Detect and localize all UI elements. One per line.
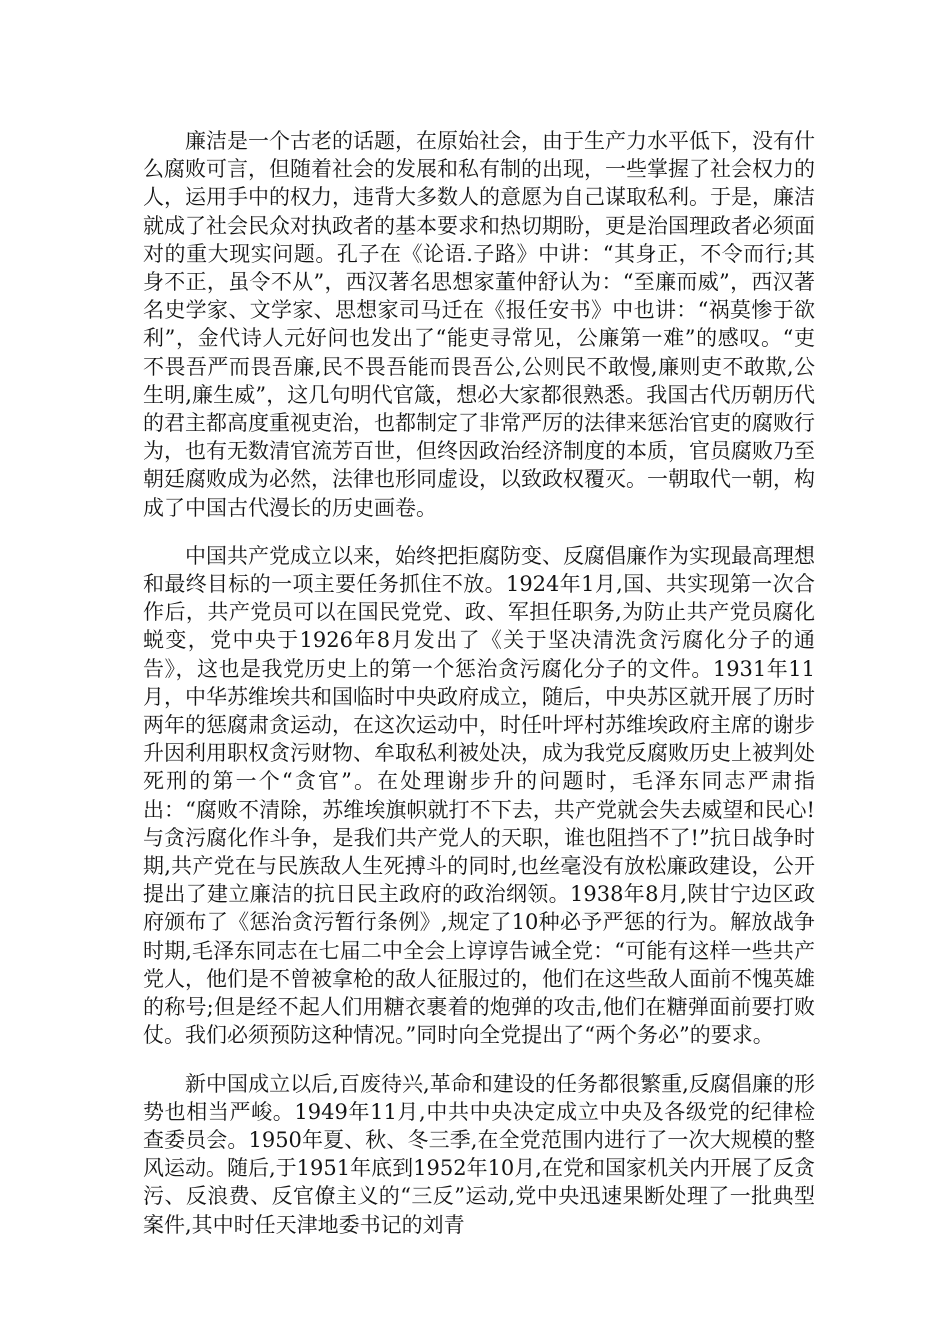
paragraph-new-china: 新中国成立以后,百废待兴,革命和建设的任务都很繁重,反腐倡廉的形势也相当严峻。1949年11月,中共中央决定成立中央及各级党的纪律检查委员会。1950年夏、秋、冬三季,在全党范围内进行了一次大规模的整风运动。随后,于1951年底到1952年10月,在党和国家机关内开展了反贪污、反浪费、反官僚主义的“三反”运动,党中央迅速果断处理了一批典型案件,其中时任天津地委书记的刘青 (143, 1071, 815, 1237)
paragraph-ancient-integrity: 廉洁是一个古老的话题，在原始社会，由于生产力水平低下，没有什么腐败可言，但随着社会的发展和私有制的出现，一些掌握了社会权力的人，运用手中的权力，违背大多数人的意愿为自己谋取私利。于是，廉洁就成了社会民众对执政者的基本要求和热切期盼，更是治国理政者必须面对的重大现实问题。孔子在《论语.子路》中讲：“其身正，不令而行;其身不正，虽令不从”，西汉著名思想家董仲舒认为：“至廉而威”，西汉著名史学家、文学家、思想家司马迁在《报任安书》中也讲：“祸莫惨于欲利”，金代诗人元好问也发出了“能吏寻常见，公廉第一难”的感叹。“吏不畏吾严而畏吾廉,民不畏吾能而畏吾公,公则民不敢慢,廉则吏不敢欺,公生明,廉生威”，这几句明代官箴，想必大家都很熟悉。我国古代历朝历代的君主都高度重视吏治，也都制定了非常严厉的法律来惩治官吏的腐败行为，也有无数清官流芳百世，但终因政治经济制度的本质，官员腐败乃至朝廷腐败成为必然，法律也形同虚设，以致政权覆灭。一朝取代一朝，构成了中国古代漫长的历史画卷。 (143, 129, 815, 520)
paragraph-party-history: 中国共产党成立以来，始终把拒腐防变、反腐倡廉作为实现最高理想和最终目标的一项主要任务抓住不放。1924年1月,国、共实现第一次合作后，共产党员可以在国民党党、政、军担任职务,为防止共产党员腐化蜕变，党中央于1926年8月发出了《关于坚决清洗贪污腐化分子的通告》，这也是我党历史上的第一个惩治贪污腐化分子的文件。1931年11月，中华苏维埃共和国临时中央政府成立，随后，中央苏区就开展了历时两年的惩腐肃贪运动，在这次运动中，时任叶坪村苏维埃政府主席的谢步升因利用职权贪污财物、牟取私利被处决，成为我党反腐败历史上被判处死刑的第一个“贪官”。在处理谢步升的问题时，毛泽东同志严肃指出：“腐败不清除，苏维埃旗帜就打不下去，共产党就会失去威望和民心!与贪污腐化作斗争，是我们共产党人的天职，谁也阻挡不了!”抗日战争时期,共产党在与民族敌人生死搏斗的同时,也丝毫没有放松廉政建设，公开提出了建立廉洁的抗日民主政府的政治纲领。1938年8月,陕甘宁边区政府颁布了《惩治贪污暂行条例》,规定了10种必予严惩的行为。解放战争时期,毛泽东同志在七届二中全会上谆谆告诫全党：“可能有这样一些共产党人，他们是不曾被拿枪的敌人征服过的，他们在这些敌人面前不愧英雄的称号;但是经不起人们用糖衣裹着的炮弹的攻击,他们在糖弹面前要打败仗。我们必须预防这种情况。”同时向全党提出了“两个务必”的要求。 (143, 543, 815, 1048)
document-page (143, 127, 815, 1259)
